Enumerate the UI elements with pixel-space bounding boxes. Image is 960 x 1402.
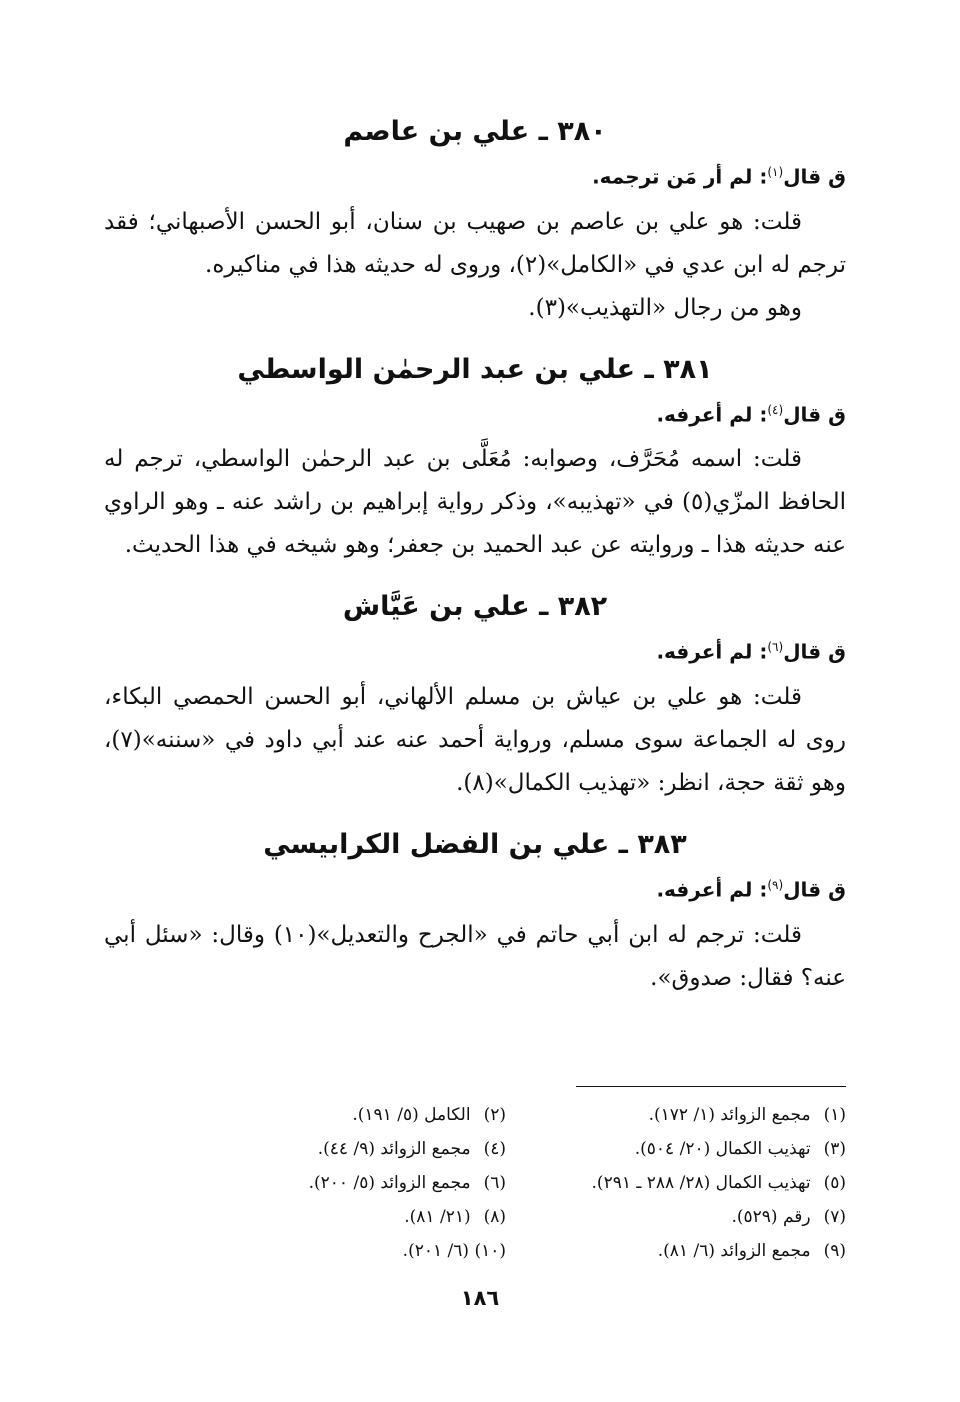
footnote-3 (506, 1132, 846, 1166)
footnote-ref: (٤) (767, 402, 784, 417)
footnote-number: (٩) (823, 1241, 846, 1261)
footnote-number: (١٠) (474, 1241, 506, 1261)
qaal-label: ق قال (783, 164, 846, 189)
body-paragraph: قلت: اسمه مُحَرَّف، وصوابه: مُعَلَّى بن عبد الرحمٰن الواسطي، ترجم له الحافظ المزّي(٥) في «تهذيبه»، وذكر رواية إبراهيم بن راشد عنه ـ وهو الراوي عنه حديثه هذا ـ وروايته عن عبد الحميد بن جعفر؛ وهو شيخه في هذا الحديث. (104, 446, 846, 559)
qaal-label: ق قال (783, 877, 846, 902)
footnote-text: الكامل (٥/ ١٩١). (352, 1105, 471, 1125)
footnotes (180, 1098, 846, 1268)
qaal-line (104, 629, 846, 670)
footnote-4 (180, 1132, 506, 1166)
entry-383 (104, 823, 846, 1000)
entry-title: ٣٨٣ ـ علي بن الفضل الكرابيسي (263, 828, 687, 860)
page-number: ١٨٦ (460, 1286, 500, 1310)
footnote-number: (٧) (823, 1207, 846, 1227)
footnote-10 (180, 1234, 506, 1268)
footnote-1 (506, 1098, 846, 1132)
qaal-line (104, 867, 846, 908)
body-paragraph: قلت: هو علي بن عياش بن مسلم الألهاني، أبو الحسن الحمصي البكاء، روى له الجماعة سوى مسلم، ورواية أحمد عنه عند أبي داود في «سننه»(٧)، وهو ثقة حجة، انظر: «تهذيب الكمال»(٨). (104, 683, 846, 796)
footnote-6 (180, 1166, 506, 1200)
entry-title: ٣٨٢ ـ علي بن عَيَّاش (342, 591, 608, 623)
footnote-number: (١) (823, 1105, 846, 1125)
body-paragraph: وهو من رجال «التهذيب»(٣). (528, 294, 802, 321)
qaal-label: ق قال (783, 639, 846, 664)
footnote-ref: (٩) (767, 877, 784, 892)
footnote-text: تهذيب الكمال (٢٨/ ٢٨٨ ـ ٢٩١). (591, 1173, 811, 1193)
footnote-text: مجمع الزوائد (٦/ ٨١). (657, 1241, 811, 1261)
footnote-text: (٦/ ٢٠١). (402, 1241, 470, 1261)
qaal-text: : لم أعرفه. (656, 639, 768, 664)
qaal-label: ق قال (783, 402, 846, 427)
footnote-text: تهذيب الكمال (٢٠/ ٥٠٤). (634, 1139, 811, 1159)
footnote-number: (٦) (483, 1173, 506, 1193)
qaal-line (104, 154, 846, 195)
entry-380 (104, 110, 846, 330)
qaal-line (104, 392, 846, 433)
footnote-8 (180, 1200, 506, 1234)
footnote-2 (180, 1098, 506, 1132)
footnote-number: (٥) (823, 1173, 846, 1193)
entry-title: ٣٨١ ـ علي بن عبد الرحمٰن الواسطي (237, 353, 713, 385)
qaal-text: : لم أر مَن ترجمه. (592, 164, 768, 189)
footnote-5 (506, 1166, 846, 1200)
entry-title: ٣٨٠ ـ علي بن عاصم (343, 116, 607, 147)
footnote-ref: (١) (767, 165, 784, 179)
qaal-text: : لم أعرفه. (656, 877, 768, 902)
qaal-text: : لم أعرفه. (656, 402, 768, 427)
footnote-number: (٢) (483, 1105, 506, 1125)
footnote-number: (٨) (483, 1207, 506, 1227)
page-body (104, 110, 846, 1000)
footnote-ref: (٦) (767, 640, 784, 655)
footnote-text: رقم (٥٢٩). (731, 1207, 811, 1227)
footnote-text: مجمع الزوائد (٩/ ٤٤). (317, 1139, 471, 1159)
footnote-text: (٢١/ ٨١). (404, 1207, 471, 1227)
footnote-9 (506, 1234, 846, 1268)
footnote-number: (٣) (823, 1139, 846, 1159)
footnote-text: مجمع الزوائد (١/ ١٧٢). (648, 1105, 811, 1125)
entry-382 (104, 585, 846, 805)
body-paragraph: قلت: ترجم له ابن أبي حاتم في «الجرح والتعديل»(١٠) وقال: «سئل أبي عنه؟ فقال: صدوق». (104, 921, 846, 991)
entry-381 (104, 348, 846, 568)
body-paragraph: قلت: هو علي بن عاصم بن صهيب بن سنان، أبو الحسن الأصبهاني؛ فقد ترجم له ابن عدي في «الكامل»(٢)، وروى له حديثه هذا في مناكيره. (104, 208, 846, 278)
footnote-7 (506, 1200, 846, 1234)
footnote-divider (576, 1086, 846, 1087)
footnote-number: (٤) (483, 1139, 506, 1159)
footnote-text: مجمع الزوائد (٥/ ٢٠٠). (308, 1173, 471, 1193)
